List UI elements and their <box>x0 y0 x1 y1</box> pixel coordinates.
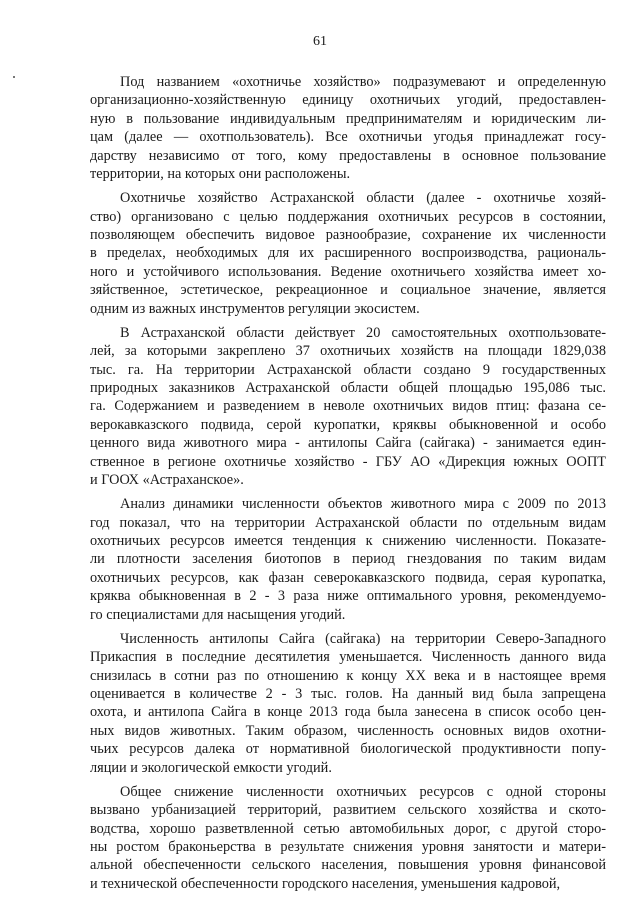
paragraph <box>90 324 606 490</box>
text-line: Охотничье хозяйство Астраханской области (далее - охотничье хозяй- <box>120 190 606 207</box>
paragraph <box>90 783 606 894</box>
text-line: Анализ динамики численности объектов животного мира с 2009 по 2013 <box>120 496 606 513</box>
text-line: и технической обеспеченности городского населения, уменьшения кадровой, <box>90 875 561 892</box>
text-line: цам (далее — охотпользователь). Все охотничьи угодья принадлежат госу- <box>90 129 606 146</box>
paragraph <box>90 495 606 624</box>
text-line: природных заказников Астраханской области общей площадью 195,086 тыс. <box>90 380 606 396</box>
text-line: ных видов животных. Таким образом, численность основных видов охотни- <box>90 722 606 739</box>
text-line: ственное в регионе охотничье хозяйство - ГБУ АО «Дирекция южных ООПТ <box>90 453 606 470</box>
text-line: альной обеспеченности сельского населения, повышения уровня финансовой <box>90 857 606 874</box>
text-line: В Астраханской области действует 20 самостоятельных охотпользовате- <box>120 324 606 341</box>
text-line: кряква обыкновенная в 2 - 3 раза ниже оптимального уровня, рекомендуемо- <box>90 588 606 605</box>
text-line: Под названием «охотничье хозяйство» подразумевают и определенную <box>120 74 606 90</box>
text-line: ляции и экологической емкости угодий. <box>90 759 332 776</box>
text-line: охота, и антилопа Сайга в конце 2013 года была занесена в список особо цен- <box>90 704 606 721</box>
text-line: снизилась в сотни раз по отношению к концу XX века и в настоящее время <box>90 667 606 684</box>
text-line: Общее снижение численности охотничьих ресурсов с одной стороны <box>120 783 606 800</box>
text-line: го специалистами для насыщения угодий. <box>90 606 346 623</box>
text-line: одним из важных инструментов регуляции экосистем. <box>90 300 420 317</box>
text-line: ную в пользование индивидуальным предпринимателям и юридическим ли- <box>90 110 606 127</box>
text-line: ного и устойчивого использования. Ведение охотничьего хозяйства имеет хо- <box>90 263 606 280</box>
text-line: чьих ресурсов далека от нормативной биологической продуктивности попу- <box>90 741 606 758</box>
text-line: в пределах, необходимых для их расширенного воспроизводства, рациональ- <box>90 245 606 262</box>
text-line: ли плотности заселения биотопов в период гнездования по таким видам <box>90 551 606 568</box>
text-line: организационно-хозяйственную единицу охотничьих угодий, предоставлен- <box>90 92 606 109</box>
text-line: оценивается в количестве 2 - 3 тыс. голов. На данный вид была запрещена <box>90 686 606 702</box>
text-line: ство) организовано с целью поддержания охотничьих ресурсов в состоянии, <box>90 208 606 225</box>
text-line: позволяющем обеспечить видовое разнообразие, сохранение их численности <box>90 227 606 243</box>
scan-speck <box>13 76 15 78</box>
text-line: га. Содержанием и разведением в неволе охотничьих видов птиц: фазана се- <box>90 398 606 415</box>
text-line: лей, за которыми закреплено 37 охотничьих хозяйств на площади 1829,038 <box>90 343 606 360</box>
paragraph <box>90 189 606 318</box>
text-line: год показал, что на территории Астраханской области по отдельным видам <box>90 514 606 531</box>
text-line: ны ростом браконьерства в результате снижения уровня занятости и матери- <box>90 839 606 855</box>
text-line: вызвано урбанизацией территорий, развитием сельского хозяйства и ското- <box>90 802 606 819</box>
text-line: верокавказского подвида, серой куропатки, кряквы обыкновенной и особо <box>90 416 606 433</box>
text-line: охотничьих ресурсов, как фазан северокавказского подвида, серая куропатка, <box>90 569 606 586</box>
paragraph <box>90 73 606 184</box>
page-number: 61 <box>313 34 327 49</box>
text-line: ценного вида животного мира - антилопы Сайга (сайгака) - занимается един- <box>90 435 606 452</box>
text-line: зяйственное, эстетическое, рекреационное и социальное значение, является <box>90 282 606 299</box>
paragraph <box>90 630 606 778</box>
text-line: тыс. га. На территории Астраханской области создано 9 государственных <box>90 361 606 378</box>
text-line: Численность антилопы Сайга (сайгака) на территории Северо-Западного <box>120 630 606 647</box>
text-line: территории, на которых они расположены. <box>90 166 351 183</box>
text-line: водства, хорошо разветвленной сетью автомобильных дорог, с другой сторо- <box>90 820 606 837</box>
text-line: охотничьих ресурсов имеется тенденция к снижению численности. Показате- <box>90 533 606 549</box>
text-line: дарству независимо от того, кому предоставлены в основное пользование <box>90 147 606 164</box>
text-line: Прикаспия в последние десятилетия уменьшается. Численность данного вида <box>90 649 606 666</box>
body-text <box>90 73 606 899</box>
text-line: и ГООХ «Астраханское». <box>90 472 244 489</box>
